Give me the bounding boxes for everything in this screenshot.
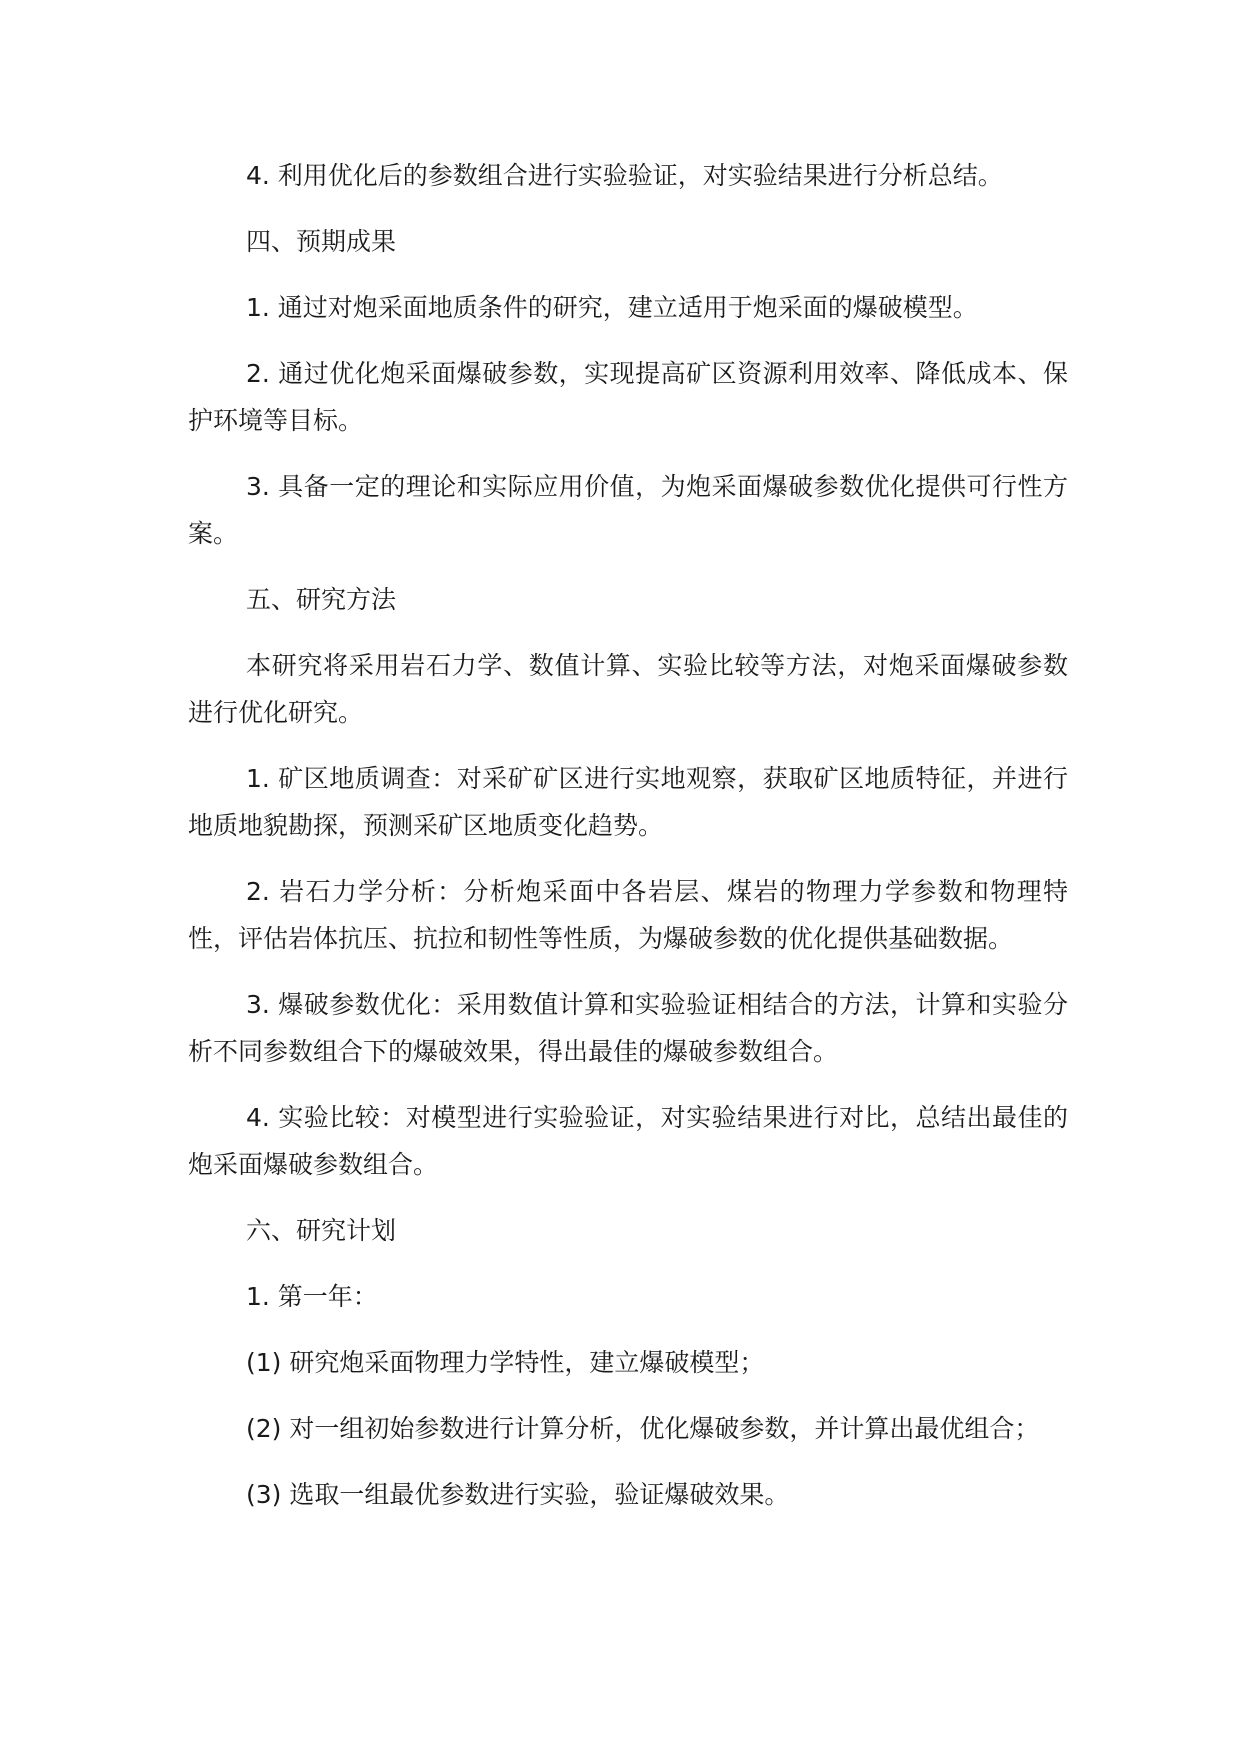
section-heading-research-plan: 六、研究计划 — [246, 1216, 397, 1245]
document-body — [188, 152, 1068, 1518]
paragraph-plan-item-3: (3) 选取一组最优参数进行实验，验证爆破效果。 — [246, 1480, 790, 1509]
paragraph-result-1: 1. 通过对炮采面地质条件的研究，建立适用于炮采面的爆破模型。 — [246, 293, 978, 322]
paragraph-step-4-validation: 4. 利用优化后的参数组合进行实验验证，对实验结果进行分析总结。 — [246, 161, 1003, 190]
section-heading-expected-results: 四、预期成果 — [246, 227, 397, 256]
paragraph-result-2: 2. 通过优化炮采面爆破参数，实现提高矿区资源利用效率、降低成本、保护环境等目标。 — [188, 359, 1068, 435]
paragraph-method-4: 4. 实验比较：对模型进行实验验证，对实验结果进行对比，总结出最佳的炮采面爆破参数组合。 — [188, 1103, 1068, 1179]
paragraph-method-2: 2. 岩石力学分析：分析炮采面中各岩层、煤岩的物理力学参数和物理特性，评估岩体抗压、抗拉和韧性等性质，为爆破参数的优化提供基础数据。 — [188, 877, 1068, 953]
paragraph-result-3: 3. 具备一定的理论和实际应用价值，为炮采面爆破参数优化提供可行性方案。 — [188, 472, 1068, 548]
paragraph-plan-year-1: 1. 第一年： — [246, 1282, 378, 1311]
paragraph-method-3: 3. 爆破参数优化：采用数值计算和实验验证相结合的方法，计算和实验分析不同参数组合下的爆破效果，得出最佳的爆破参数组合。 — [188, 990, 1068, 1066]
paragraph-plan-item-2: (2) 对一组初始参数进行计算分析，优化爆破参数，并计算出最优组合； — [246, 1414, 1040, 1443]
paragraph-plan-item-1: (1) 研究炮采面物理力学特性，建立爆破模型； — [246, 1348, 765, 1377]
paragraph-method-1: 1. 矿区地质调查：对采矿矿区进行实地观察，获取矿区地质特征，并进行地质地貌勘探，预测采矿区地质变化趋势。 — [188, 764, 1068, 840]
paragraph-methods-intro: 本研究将采用岩石力学、数值计算、实验比较等方法，对炮采面爆破参数进行优化研究。 — [188, 651, 1068, 727]
section-heading-research-methods: 五、研究方法 — [246, 585, 397, 614]
